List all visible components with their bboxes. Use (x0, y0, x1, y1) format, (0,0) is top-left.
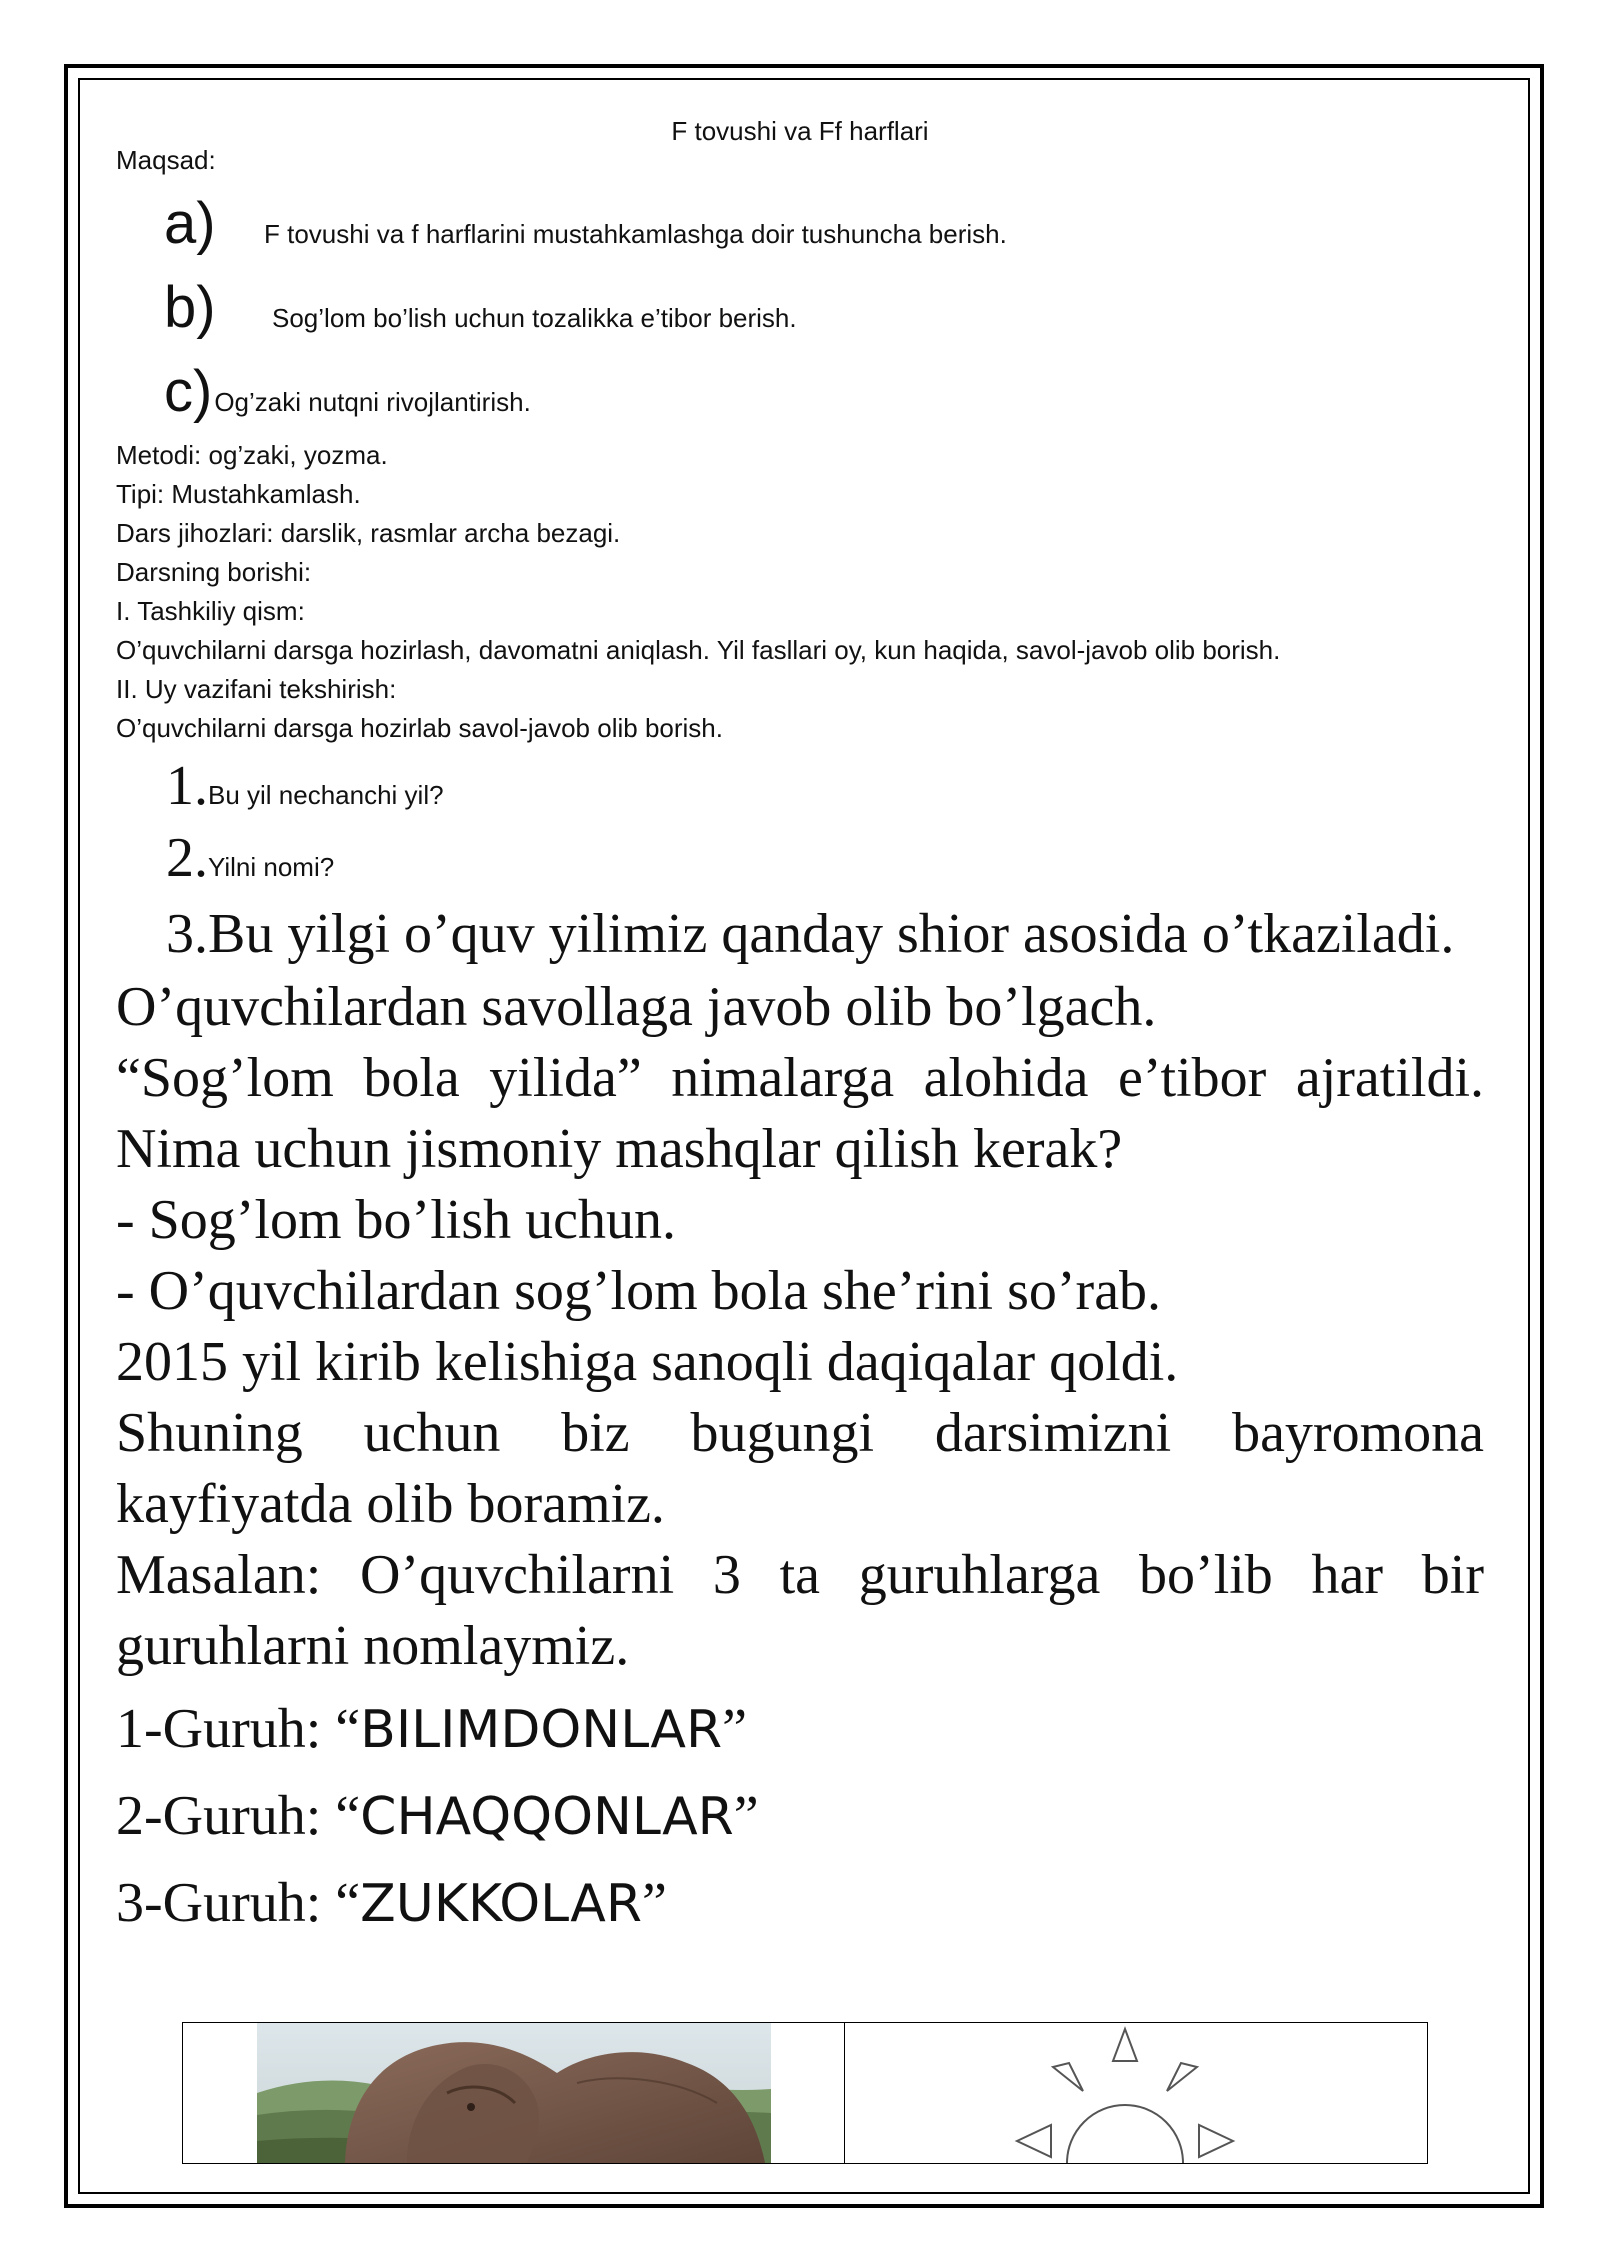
image-table (182, 2022, 1428, 2164)
info-line-section-1-text: O’quvchilarni darsga hozirlash, davomatni aniqlash. Yil fasllari oy, kun haqida, savol-javob olib borish. (116, 635, 1281, 665)
group-item (116, 1860, 1484, 1947)
info-line-progress: Darsning borishi: (116, 557, 312, 587)
paragraph: - Sog’lom bo’lish uchun. (116, 1189, 676, 1251)
group-quote-open: “ (335, 1872, 361, 1934)
info-line-method: Metodi: og’zaki, yozma. (116, 440, 388, 470)
group-quote-open: “ (335, 1785, 361, 1847)
question-item (116, 826, 1484, 898)
group-name: ZUKKOLAR (360, 1874, 642, 1934)
group-quote-close: ” (733, 1785, 759, 1847)
info-line-equipment: Dars jihozlari: darslik, rasmlar archa bezagi. (116, 518, 621, 548)
lesson-info (116, 436, 1484, 748)
goal-label: Maqsad: (116, 145, 216, 175)
group-quote-close: ” (722, 1698, 747, 1760)
info-line-section-2-text: O’quvchilarni darsga hozirlab savol-javob olib borish. (116, 713, 723, 743)
question-number: 3. (166, 903, 208, 965)
group-quote-open: “ (335, 1698, 361, 1760)
objective-text: Sog’lom bo’lish uchun tozalikka e’tibor berish. (272, 303, 797, 333)
question-text: Bu yilgi o’quv yilimiz qanday shior asosida o’tkaziladi. (208, 903, 1455, 965)
paragraph: O’quvchilardan savollaga javob olib bo’lgach. (116, 976, 1157, 1038)
group-quote-close: ” (642, 1872, 667, 1934)
elephant-photo (257, 2023, 771, 2163)
info-line-section-2: II. Uy vazifani tekshirish: (116, 674, 397, 704)
document-title: F tovushi va Ff harflari (671, 116, 929, 146)
group-label: 3-Guruh: (116, 1872, 336, 1934)
objectives-list (116, 190, 1484, 436)
group-item (116, 1686, 1484, 1773)
objective-marker: b) (164, 275, 216, 340)
group-name: BILIMDONLAR (360, 1700, 723, 1760)
info-line-type: Tipi: Mustahkamlash. (116, 479, 361, 509)
paragraph: Masalan: O’quvchilarni 3 ta guruhlarga bo’lib har bir guruhlarni nomlaymiz. (116, 1544, 1484, 1677)
question-text: Bu yil nechanchi yil? (208, 780, 444, 810)
objective-item (116, 190, 1484, 274)
group-label: 1-Guruh: (116, 1698, 336, 1760)
paragraph: - O’quvchilardan sog’lom bola she’rini so’rab. (116, 1260, 1162, 1322)
sun-drawing (995, 2023, 1255, 2163)
question-item (116, 898, 1484, 970)
image-cell-sun (845, 2023, 1427, 2163)
group-label: 2-Guruh: (116, 1785, 336, 1847)
document-body (116, 116, 1484, 1947)
objective-text: Og’zaki nutqni rivojlantirish. (214, 387, 531, 417)
groups-list (116, 1686, 1484, 1947)
group-name: CHAQQONLAR (360, 1787, 734, 1847)
paragraph: Shuning uchun biz bugungi darsimizni bayromona kayfiyatda olib boramiz. (116, 1402, 1484, 1535)
info-line-section-1: I. Tashkiliy qism: (116, 596, 305, 626)
objective-marker: c) (164, 359, 213, 424)
objective-item (116, 274, 1484, 358)
lesson-paragraphs (116, 972, 1484, 1682)
objective-marker: a) (164, 191, 216, 256)
paragraph: 2015 yil kirib kelishiga sanoqli daqiqalar qoldi. (116, 1331, 1179, 1393)
question-item (116, 754, 1484, 826)
image-cell-elephant (183, 2023, 845, 2163)
question-text: Yilni nomi? (208, 852, 335, 882)
question-number: 2. (166, 827, 208, 889)
group-item (116, 1773, 1484, 1860)
questions-list (116, 754, 1484, 970)
objective-text: F tovushi va f harflarini mustahkamlashga doir tushuncha berish. (264, 219, 1007, 249)
question-number: 1. (166, 755, 208, 817)
objective-item (116, 358, 1484, 436)
paragraph: “Sog’lom bola yilida” nimalarga alohida e’tibor ajratildi. Nima uchun jismoniy mashqlar qilish kerak? (116, 1047, 1484, 1180)
